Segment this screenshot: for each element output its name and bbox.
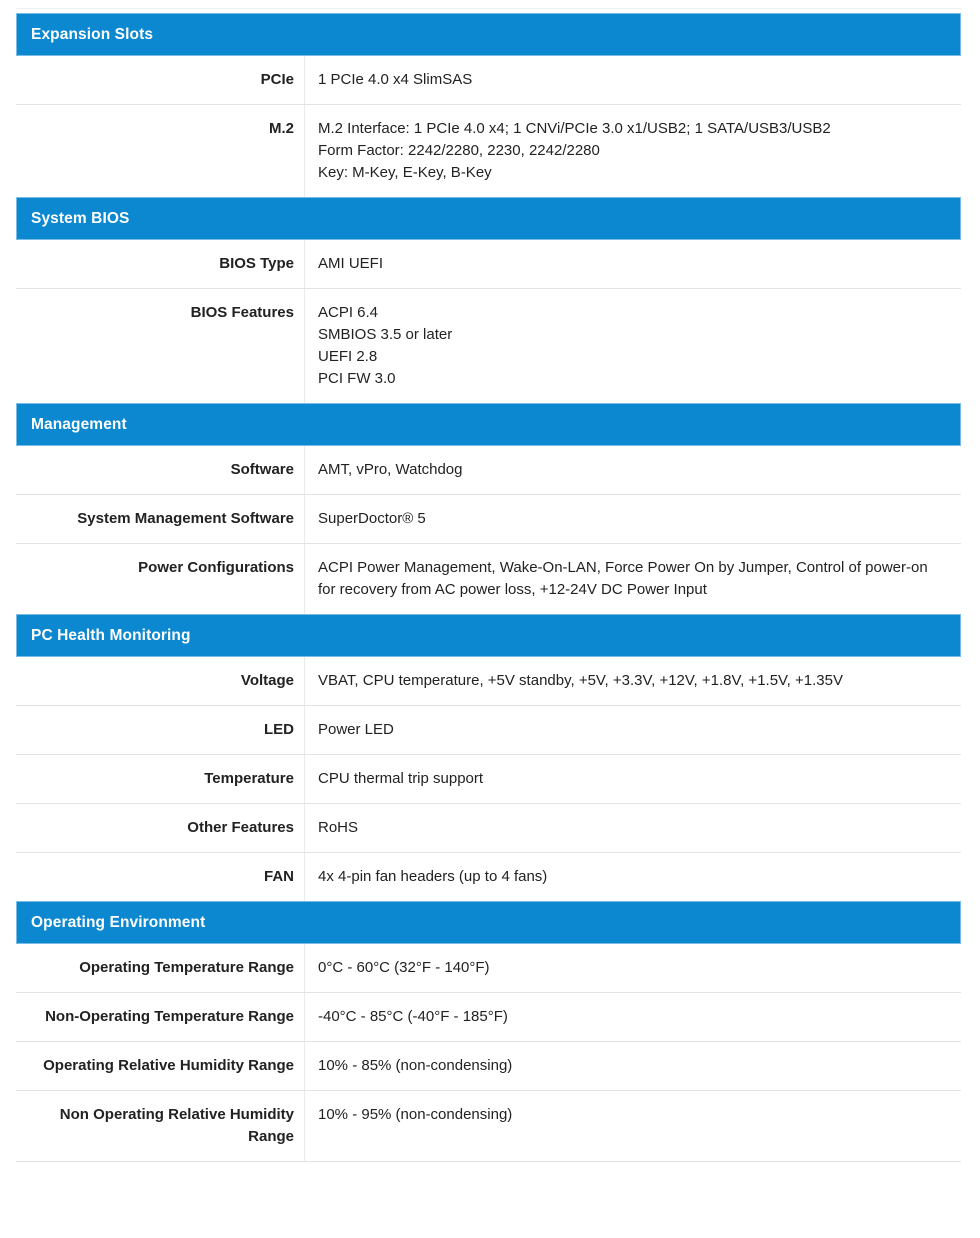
row-value [305, 944, 961, 992]
value-line: Key: M-Key, E-Key, B-Key [318, 164, 492, 181]
row-value [305, 657, 961, 705]
row-value [305, 495, 961, 543]
spec-row [16, 446, 961, 495]
value-line: AMT, vPro, Watchdog [318, 461, 463, 478]
spec-row [16, 853, 961, 901]
section-header [16, 403, 961, 446]
row-value [305, 240, 961, 288]
row-label: Non Operating Relative Humidity Range [16, 1091, 305, 1161]
section-header [16, 13, 961, 56]
value-line: -40°C - 85°C (-40°F - 185°F) [318, 1008, 508, 1025]
row-value [305, 105, 961, 197]
section-title: Operating Environment [31, 913, 206, 931]
row-label: Non-Operating Temperature Range [16, 993, 305, 1041]
spec-row [16, 706, 961, 755]
spec-row [16, 1091, 961, 1162]
spec-row [16, 105, 961, 197]
row-label: PCIe [16, 56, 305, 104]
value-line: VBAT, CPU temperature, +5V standby, +5V, +3.3V, +12V, +1.8V, +1.5V, +1.35V [318, 672, 843, 689]
spec-row [16, 944, 961, 993]
row-value [305, 1091, 961, 1161]
spec-row [16, 544, 961, 614]
value-line: SuperDoctor® 5 [318, 510, 426, 527]
spec-section [16, 901, 961, 1162]
row-label: LED [16, 706, 305, 754]
spec-row [16, 657, 961, 706]
value-line: UEFI 2.8 [318, 348, 378, 365]
spec-row [16, 804, 961, 853]
spec-row [16, 1042, 961, 1091]
row-label: Temperature [16, 755, 305, 803]
section-header [16, 197, 961, 240]
row-label: Other Features [16, 804, 305, 852]
spec-section [16, 403, 961, 614]
section-title: Management [31, 415, 127, 433]
value-line: AMI UEFI [318, 255, 384, 272]
value-line: 1 PCIe 4.0 x4 SlimSAS [318, 71, 473, 88]
spec-section [16, 197, 961, 403]
row-value [305, 56, 961, 104]
row-label: Operating Relative Humidity Range [16, 1042, 305, 1090]
spec-row [16, 56, 961, 105]
row-label: BIOS Type [16, 240, 305, 288]
row-label: Power Configurations [16, 544, 305, 614]
row-label: Software [16, 446, 305, 494]
value-line: M.2 Interface: 1 PCIe 4.0 x4; 1 CNVi/PCIe 3.0 x1/USB2; 1 SATA/USB3/USB2 [318, 120, 831, 137]
section-header [16, 901, 961, 944]
spec-table [16, 8, 961, 1162]
value-line: ACPI 6.4 [318, 304, 379, 321]
row-value [305, 853, 961, 901]
row-value [305, 289, 961, 403]
row-label: M.2 [16, 105, 305, 197]
row-value [305, 755, 961, 803]
spec-section [16, 13, 961, 197]
spec-row [16, 993, 961, 1042]
spec-row [16, 289, 961, 403]
value-line: 0°C - 60°C (32°F - 140°F) [318, 959, 490, 976]
row-value [305, 446, 961, 494]
section-title: System BIOS [31, 209, 130, 227]
section-title: PC Health Monitoring [31, 626, 191, 644]
row-value [305, 1042, 961, 1090]
value-line: Form Factor: 2242/2280, 2230, 2242/2280 [318, 142, 600, 159]
section-header [16, 614, 961, 657]
row-value [305, 993, 961, 1041]
value-line: ACPI Power Management, Wake-On-LAN, Force Power On by Jumper, Control of power-on for recovery from AC power loss, +12-24V DC Power Input [318, 559, 928, 598]
value-line: 10% - 95% (non-condensing) [318, 1106, 513, 1123]
value-line: PCI FW 3.0 [318, 370, 396, 387]
row-label: Operating Temperature Range [16, 944, 305, 992]
spec-row [16, 755, 961, 804]
spec-section [16, 614, 961, 901]
row-label: FAN [16, 853, 305, 901]
row-label: System Management Software [16, 495, 305, 543]
value-line: 10% - 85% (non-condensing) [318, 1057, 513, 1074]
row-value [305, 544, 961, 614]
row-label: Voltage [16, 657, 305, 705]
spec-row [16, 495, 961, 544]
value-line: CPU thermal trip support [318, 770, 484, 787]
spec-row [16, 240, 961, 289]
value-line: 4x 4-pin fan headers (up to 4 fans) [318, 868, 548, 885]
row-value [305, 706, 961, 754]
value-line: SMBIOS 3.5 or later [318, 326, 453, 343]
value-line: Power LED [318, 721, 394, 738]
section-title: Expansion Slots [31, 25, 154, 43]
value-line: RoHS [318, 819, 359, 836]
row-label: BIOS Features [16, 289, 305, 403]
row-value [305, 804, 961, 852]
